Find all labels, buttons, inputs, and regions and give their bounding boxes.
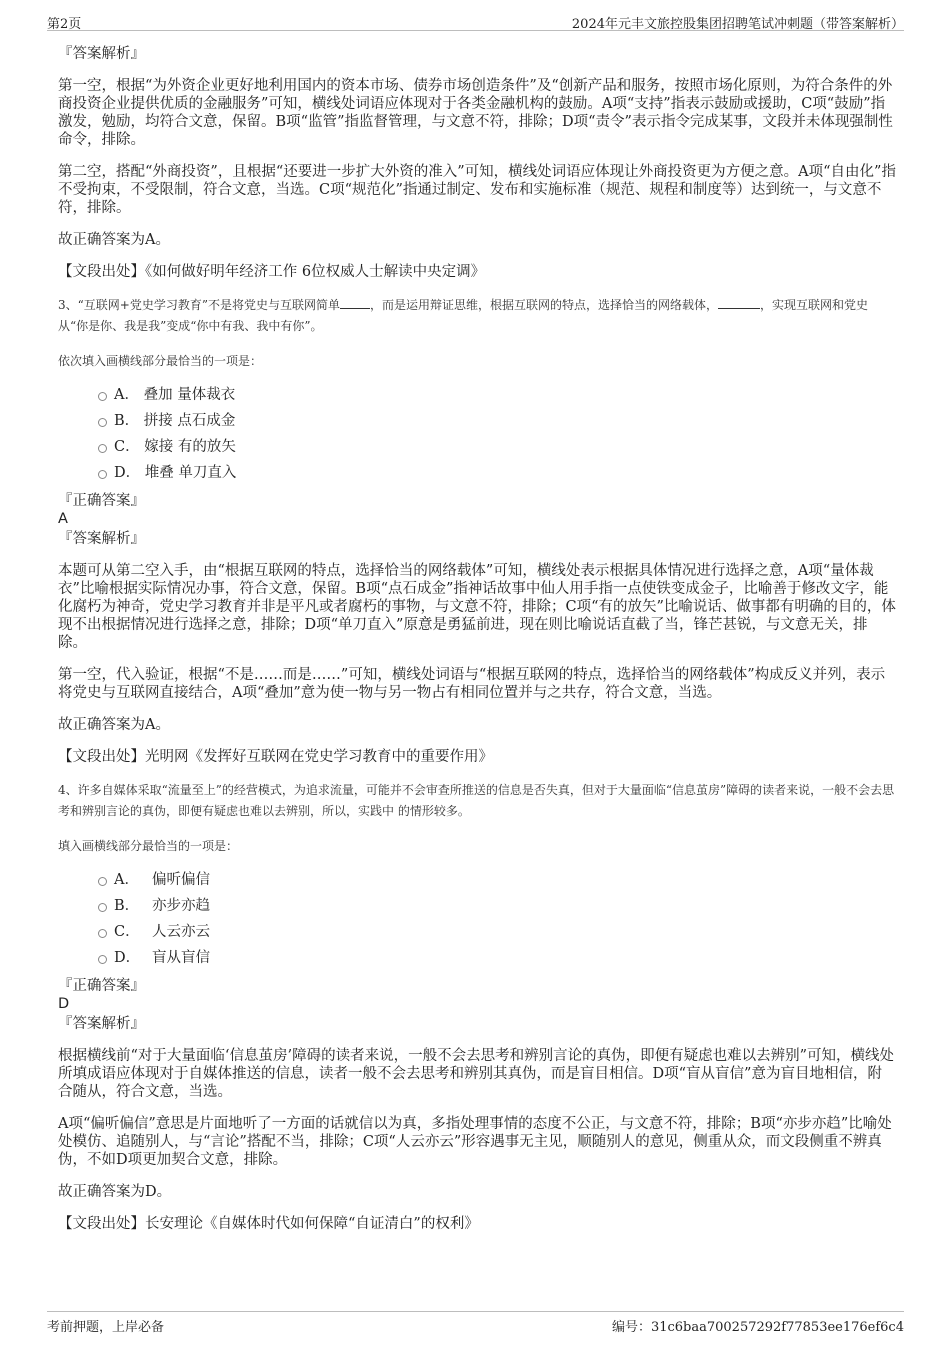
option-a[interactable]: A． 偏听偏信 xyxy=(58,867,896,893)
analysis-label: 『答案解析』 xyxy=(58,46,145,62)
fill-blank xyxy=(718,296,760,309)
conclusion: 故正确答案为A。 xyxy=(58,232,170,248)
page-number: 第2页 xyxy=(47,17,82,32)
radio-icon[interactable] xyxy=(98,470,107,479)
question-stem: 4、许多自媒体采取“流量至上”的经营模式，为追求流量，可能并不会审查所推送的信息是否失真，但对于大量面临“信息茧房”障碍的读者来说，一般不会去思考和辨别言论的真伪，即便有疑虑也难以去辨别，所以，实践中 的情形较多。 xyxy=(58,783,895,818)
radio-icon[interactable] xyxy=(98,929,107,938)
stem-part: ，而是运用辩证思维，根据互联网的特点，选择恰当的网络载体， xyxy=(369,298,718,312)
page-header xyxy=(47,8,904,31)
conclusion: 故正确答案为A。 xyxy=(58,717,170,733)
conclusion: 故正确答案为D。 xyxy=(58,1184,172,1200)
analysis-label: 『答案解析』 xyxy=(58,531,145,547)
question-stem xyxy=(58,295,896,337)
source-citation: 【文段出处】长安理论《自媒体时代如何保障“自证清白”的权利》 xyxy=(58,1216,479,1232)
correct-answer: D xyxy=(58,996,70,1012)
document-title: 2024年元丰文旅控股集团招聘笔试冲刺题（带答案解析） xyxy=(571,17,904,32)
option-b[interactable]: B． 拼接 点石成金 xyxy=(58,408,896,434)
option-b[interactable]: B． 亦步亦趋 xyxy=(58,893,896,919)
option-list xyxy=(58,382,896,486)
analysis-paragraph: A项“偏听偏信”意思是片面地听了一方面的话就信以为真，多指处理事情的态度不公正，与文意不符，排除；B项“亦步亦趋”比喻处处模仿、追随别人，与“言论”搭配不当，排除；C项“人云亦云”形容遇事无主见，顺随别人的意见，侧重从众，而文段侧重不辨真伪，不如D项更加契合文意，排除。 xyxy=(58,1116,892,1168)
correct-answer-label: 『正确答案』 xyxy=(58,493,145,509)
analysis-paragraph: 本题可从第二空入手，由“根据互联网的特点，选择恰当的网络载体”可知，横线处表示根据具体情况进行选择之意，A项“量体裁衣”比喻根据实际情况办事，符合文意，保留。B项“点石成金”指神话故事中仙人用手指一点使铁变成金子，比喻善于修改文字，能化腐朽为神奇，党史学习教育并非是平凡或者腐朽的事物，与文意不符，排除；C项“有的放矢”比喻说话、做事都有明确的目的，体现不出根据情况进行选择之意，排除；D项“单刀直入”原意是勇猛前进，现在则比喻说话直截了当，锋芒甚锐，与文意无关，排除。 xyxy=(58,563,896,651)
radio-icon[interactable] xyxy=(98,418,107,427)
source-citation: 【文段出处】《如何做好明年经济工作 6位权威人士解读中央定调》 xyxy=(58,264,486,280)
analysis-paragraph: 第二空，搭配“外商投资”，且根据“还要进一步扩大外资的准入”可知，横线处词语应体现让外商投资更为方便之意。A项“自由化”指不受拘束，不受限制，符合文意，当选。C项“规范化”指通过制定、发布和实施标准（规范、规程和制度等）达到统一，与文意不符，排除。 xyxy=(58,164,896,216)
radio-icon[interactable] xyxy=(98,955,107,964)
fill-blank xyxy=(340,296,370,309)
option-d[interactable]: D． 堆叠 单刀直入 xyxy=(58,460,896,486)
page-footer xyxy=(47,1311,904,1338)
radio-icon[interactable] xyxy=(98,903,107,912)
footer-slogan: 考前押题，上岸必备 xyxy=(47,1320,165,1335)
option-c[interactable]: C． 嫁接 有的放矢 xyxy=(58,434,896,460)
radio-icon[interactable] xyxy=(98,877,107,886)
source-citation: 【文段出处】光明网《发挥好互联网在党史学习教育中的重要作用》 xyxy=(58,749,493,765)
correct-answer: A xyxy=(58,511,68,527)
question-prompt: 依次填入画横线部分最恰当的一项是： xyxy=(58,354,263,368)
option-list xyxy=(58,867,896,971)
radio-icon[interactable] xyxy=(98,392,107,401)
option-c[interactable]: C． 人云亦云 xyxy=(58,919,896,945)
analysis-paragraph: 第一空，代入验证，根据“不是……而是……”可知，横线处词语与“根据互联网的特点，选择恰当的网络载体”构成反义并列，表示将党史与互联网直接结合，A项“叠加”意为使一物与另一物占有相同位置并与之共存，符合文意，当选。 xyxy=(58,667,886,701)
stem-part: ，实现互联网和党史从“你是你、我是我”变成“你中有我、我中有你”。 xyxy=(58,298,868,333)
document-id: 编号：31c6baa700257292f77853ee176ef6c4 xyxy=(611,1320,904,1335)
analysis-paragraph: 根据横线前“对于大量面临‘信息茧房’障碍的读者来说，一般不会去思考和辨别言论的真伪，即便有疑虑也难以去辨别”可知，横线处所填成语应体现对于自媒体推送的信息，读者一般不会去思考和辨别其真伪，而是盲目相信。D项“盲从盲信”意为盲目地相信，附合随从，符合文意，当选。 xyxy=(58,1048,895,1100)
radio-icon[interactable] xyxy=(98,444,107,453)
analysis-paragraph: 第一空，根据“为外资企业更好地利用国内的资本市场、债券市场创造条件”及“创新产品和服务，按照市场化原则，为符合条件的外商投资企业提供优质的金融服务”可知，横线处词语应体现对于各类金融机构的鼓励。A项“支持”指表示鼓励或援助，C项“鼓励”指激发，勉励，均符合文意，保留。B项“监管”指监督管理，与文意不符，排除；D项“责令”表示指令完成某事，文段并未体现强制性命令，排除。 xyxy=(58,78,893,148)
main-content xyxy=(58,30,896,1233)
correct-answer-label: 『正确答案』 xyxy=(58,978,145,994)
question-prompt: 填入画横线部分最恰当的一项是： xyxy=(58,839,239,853)
stem-part: 3、“互联网+党史学习教育”不是将党史与互联网简单 xyxy=(58,298,340,312)
option-d[interactable]: D． 盲从盲信 xyxy=(58,945,896,971)
analysis-label: 『答案解析』 xyxy=(58,1016,145,1032)
option-a[interactable]: A． 叠加 量体裁衣 xyxy=(58,382,896,408)
